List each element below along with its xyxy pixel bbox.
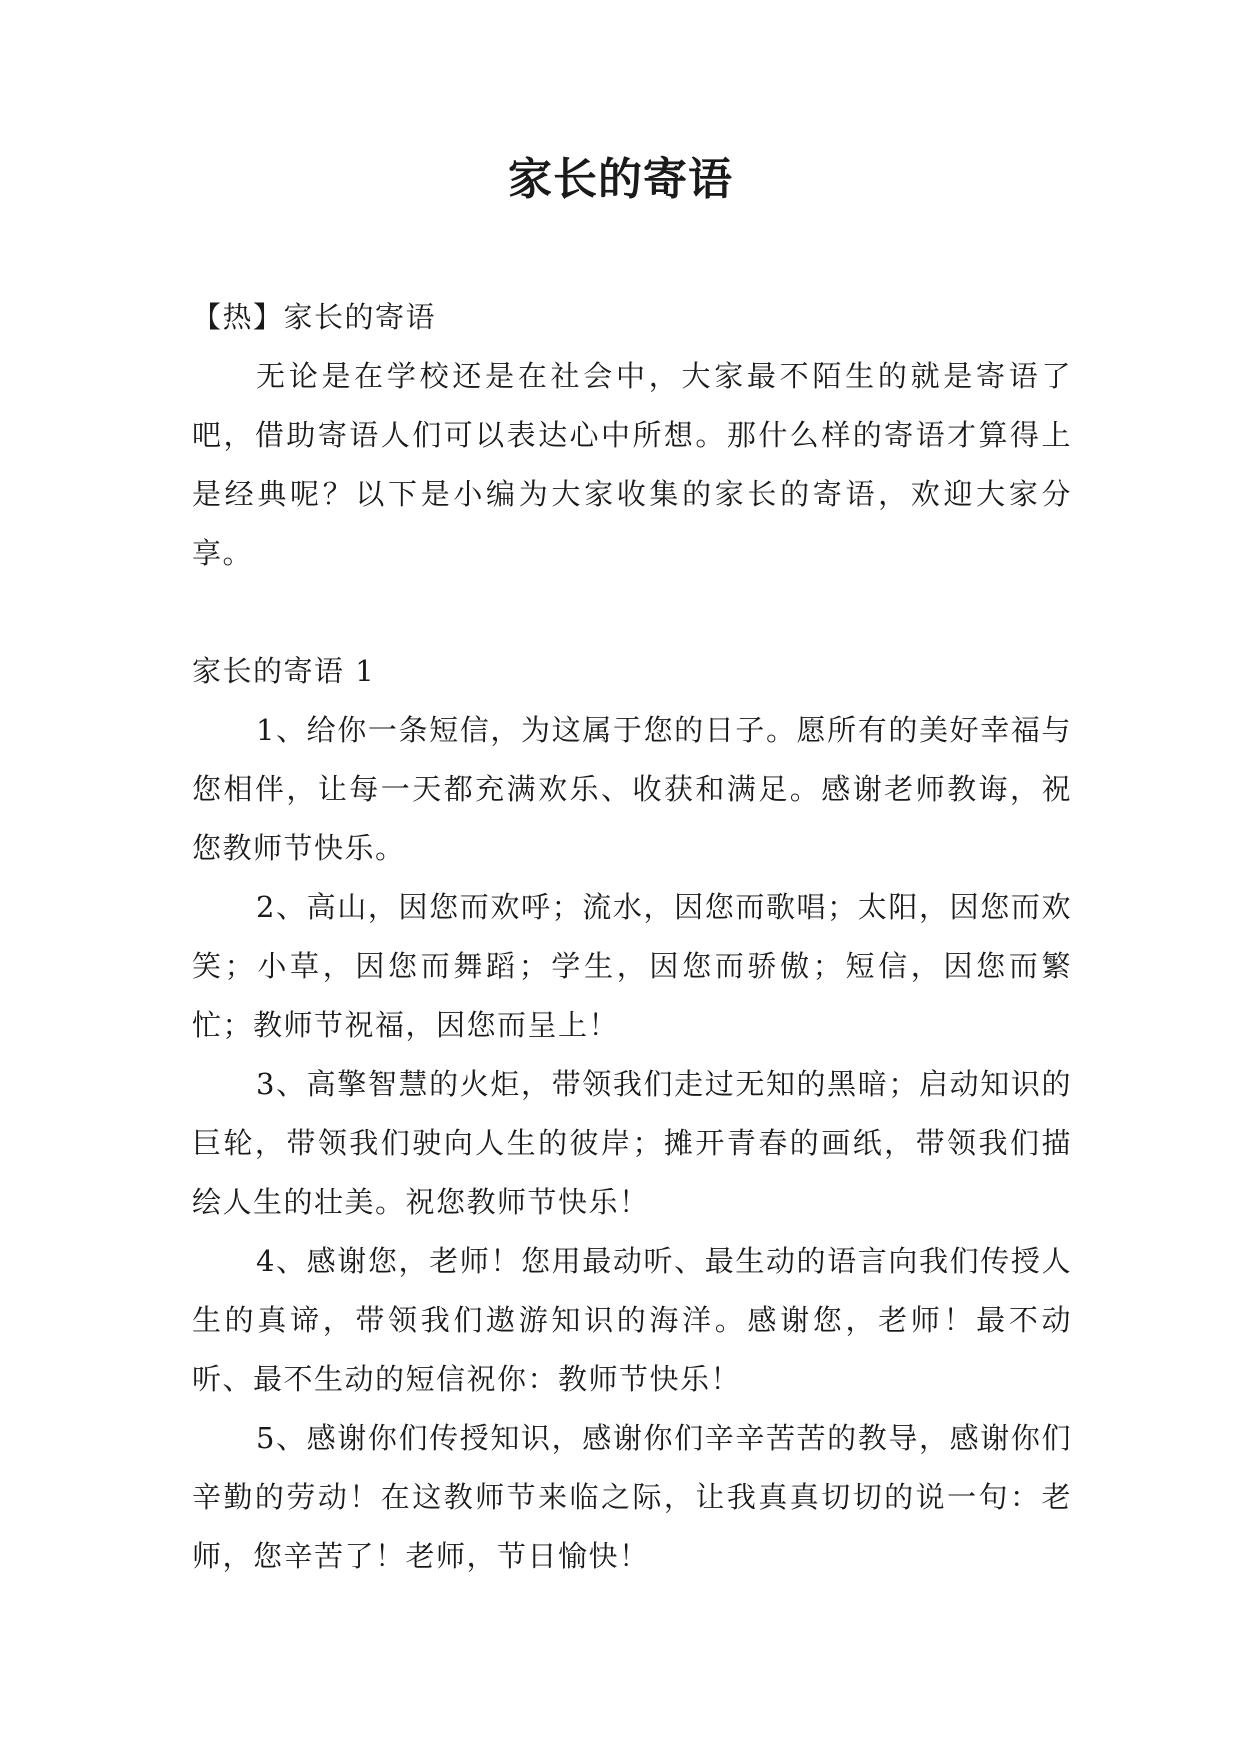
- document-subtitle: 【热】家长的寄语: [192, 300, 437, 334]
- list-item: 3、高擎智慧的火炬，带领我们走过无知的黑暗；启动知识的巨轮，带领我们驶向人生的彼岸；摊开青春的画纸，带领我们描绘人生的壮美。祝您教师节快乐！: [192, 1067, 1072, 1219]
- document-title: 家长的寄语: [508, 154, 733, 205]
- list-item: 1、给你一条短信，为这属于您的日子。愿所有的美好幸福与您相伴，让每一天都充满欢乐、收获和满足。感谢老师教诲，祝您教师节快乐。: [192, 713, 1072, 865]
- section-heading: 家长的寄语 1: [192, 654, 376, 688]
- list-item: 5、感谢你们传授知识，感谢你们辛辛苦苦的教导，感谢你们辛勤的劳动！在这教师节来临之际，让我真真切切的说一句：老师，您辛苦了！老师，节日愉快！: [192, 1421, 1072, 1573]
- document-body: [192, 288, 1072, 1586]
- list-item: 4、感谢您，老师！您用最动听、最生动的语言向我们传授人生的真谛，带领我们遨游知识的海洋。感谢您，老师！最不动听、最不生动的短信祝你：教师节快乐！: [192, 1244, 1072, 1396]
- paragraph-spacer: [192, 583, 1072, 642]
- intro-paragraph: 无论是在学校还是在社会中，大家最不陌生的就是寄语了吧，借助寄语人们可以表达心中所想。那什么样的寄语才算得上是经典呢？以下是小编为大家收集的家长的寄语，欢迎大家分享。: [192, 359, 1072, 570]
- list-item: 2、高山，因您而欢呼；流水，因您而歌唱；太阳，因您而欢笑；小草，因您而舞蹈；学生，因您而骄傲；短信，因您而繁忙；教师节祝福，因您而呈上！: [192, 890, 1072, 1042]
